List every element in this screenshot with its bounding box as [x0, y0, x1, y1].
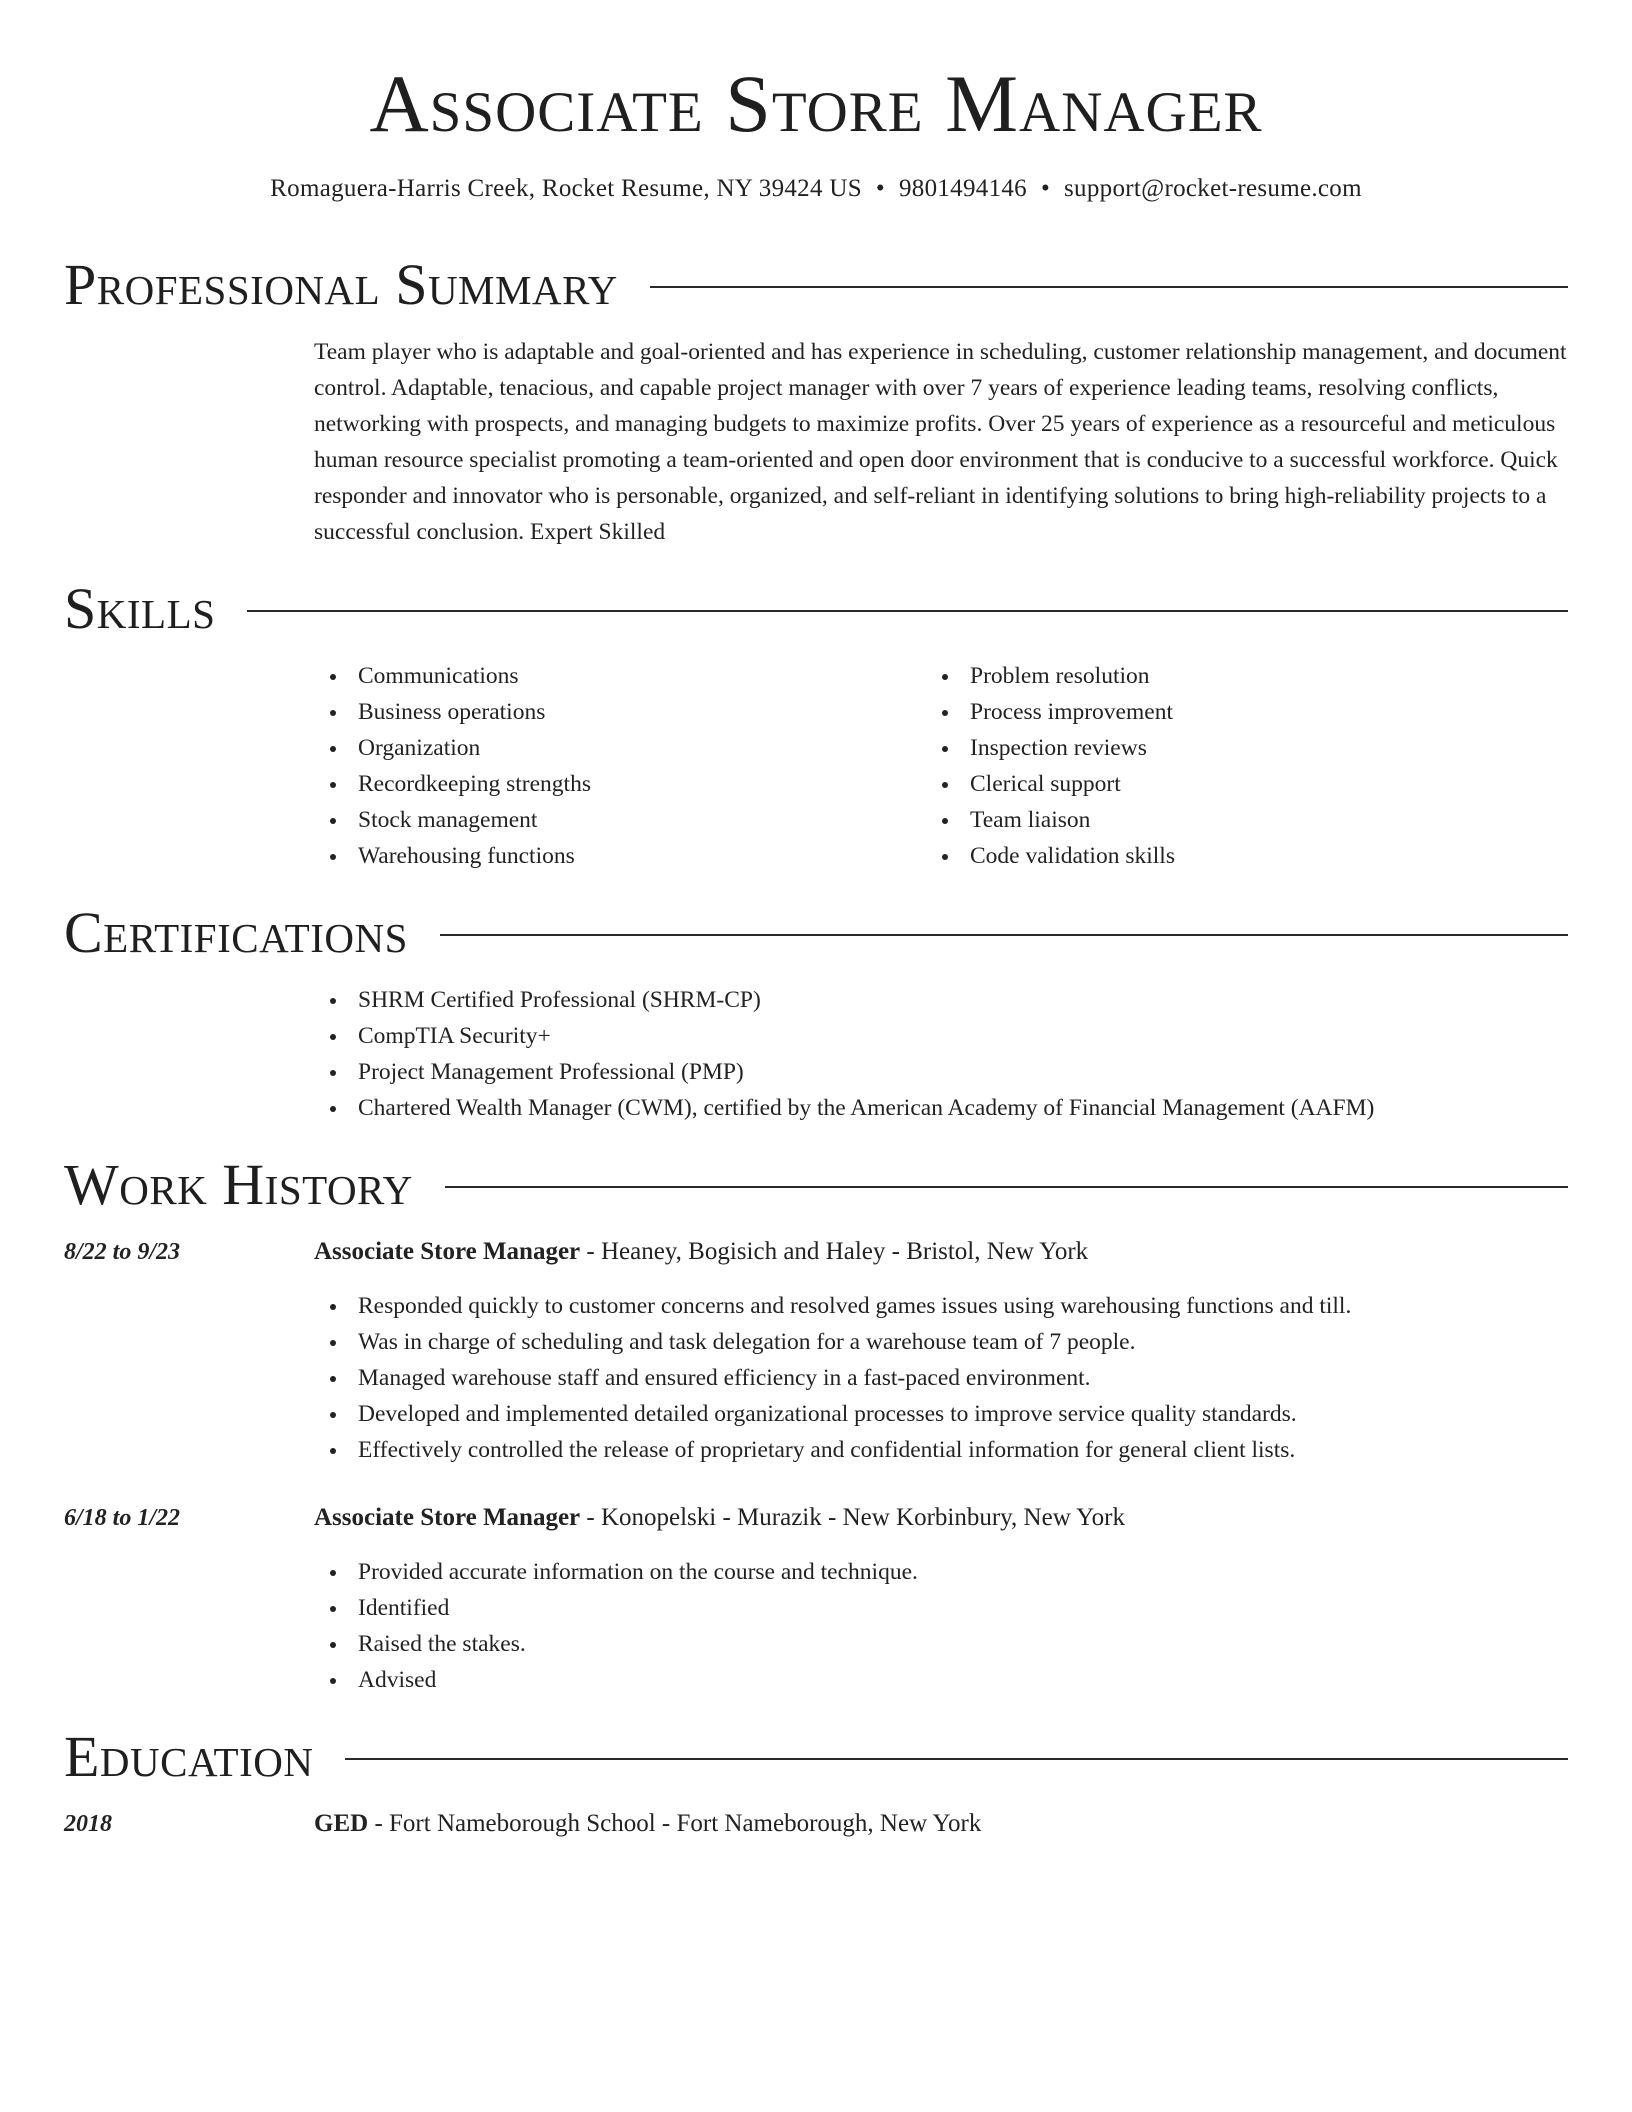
job-heading	[314, 1234, 1568, 1270]
section-divider	[440, 934, 1568, 936]
contact-address: Romaguera-Harris Creek, Rocket Resume, NY 39424 US	[270, 175, 862, 202]
job-title: Associate Store Manager	[314, 1238, 581, 1265]
skills-section-header	[64, 576, 1568, 642]
section-divider	[445, 1186, 1568, 1188]
job-bullets	[314, 1288, 1568, 1468]
contact-phone: 9801494146	[898, 175, 1027, 202]
education-degree: GED	[314, 1810, 369, 1837]
certification-item: SHRM Certified Professional (SHRM-CP)	[314, 982, 1568, 1018]
education-heading: Education	[64, 1724, 314, 1789]
skills-list	[314, 658, 1568, 878]
job-bullet: Was in charge of scheduling and task delegation for a warehouse team of 7 people.	[314, 1324, 1568, 1360]
education-entry	[314, 1806, 1568, 1842]
summary-section-header	[64, 252, 1568, 318]
contact-separator: •	[1040, 175, 1051, 202]
job-bullets	[314, 1554, 1568, 1698]
job-details: - Heaney, Bogisich and Haley - Bristol, New York	[580, 1238, 1089, 1265]
work-section-header	[64, 1152, 1568, 1218]
section-divider	[345, 1758, 1568, 1760]
job-bullet: Provided accurate information on the course and technique.	[314, 1554, 1568, 1590]
skill-item: Team liaison	[926, 802, 1175, 838]
certification-item: CompTIA Security+	[314, 1018, 1568, 1054]
section-divider	[247, 610, 1568, 612]
skill-item: Stock management	[314, 802, 591, 838]
certifications-section-header	[64, 900, 1568, 966]
job-bullet: Managed warehouse staff and ensured efficiency in a fast-paced environment.	[314, 1360, 1568, 1396]
skill-item: Process improvement	[926, 694, 1175, 730]
job-bullet: Responded quickly to customer concerns and resolved games issues using warehousing functions and till.	[314, 1288, 1568, 1324]
work-heading: Work History	[64, 1152, 413, 1217]
skill-item: Clerical support	[926, 766, 1175, 802]
skill-item: Inspection reviews	[926, 730, 1175, 766]
certifications-list	[314, 982, 1568, 1126]
job-bullet: Developed and implemented detailed organizational processes to improve service quality standards.	[314, 1396, 1568, 1432]
certifications-heading: Certifications	[64, 900, 408, 965]
summary-body	[314, 334, 1568, 550]
skills-column-left	[314, 658, 591, 874]
job-dates: 6/18 to 1/22	[64, 1505, 181, 1531]
skills-column-right	[926, 658, 1175, 874]
job-bullet: Effectively controlled the release of proprietary and confidential information for general client lists.	[314, 1432, 1568, 1468]
skills-heading: Skills	[64, 576, 216, 641]
resume-name: Associate Store Manager	[369, 58, 1263, 149]
summary-text: Team player who is adaptable and goal-oriented and has experience in scheduling, customer relationship management, and document control. Adaptable, tenacious, and capable project manager with over 7 years of experience leading teams, resolving conflicts, networking with prospects, and managing budgets to maximize profits. Over 25 years of experience as a resourceful and meticulous human resource specialist promoting a team-oriented and open door environment that is conducive to a successful workforce. Quick responder and innovator who is personable, organized, and self-reliant in identifying solutions to bring high-reliability projects to a successful conclusion. Expert Skilled	[314, 339, 1567, 545]
summary-heading: Professional Summary	[64, 252, 618, 317]
skill-item: Business operations	[314, 694, 591, 730]
education-section-header	[64, 1724, 1568, 1790]
contact-line	[0, 172, 1632, 206]
education-details: - Fort Nameborough School - Fort Nameborough, New York	[368, 1810, 982, 1837]
job-heading	[314, 1500, 1568, 1536]
job-title: Associate Store Manager	[314, 1504, 581, 1531]
job-bullet: Advised	[314, 1662, 1568, 1698]
contact-email[interactable]: support@rocket-resume.com	[1064, 175, 1362, 202]
skill-item: Communications	[314, 658, 591, 694]
contact-separator: •	[875, 175, 885, 202]
certification-item: Chartered Wealth Manager (CWM), certified by the American Academy of Financial Management (AAFM)	[314, 1090, 1568, 1126]
job-dates: 8/22 to 9/23	[64, 1239, 181, 1265]
skill-item: Warehousing functions	[314, 838, 591, 874]
skill-item: Recordkeeping strengths	[314, 766, 591, 802]
skill-item: Organization	[314, 730, 591, 766]
section-divider	[650, 286, 1568, 288]
education-year: 2018	[64, 1811, 112, 1837]
job-bullet: Identified	[314, 1590, 1568, 1626]
skill-item: Problem resolution	[926, 658, 1175, 694]
job-details: - Konopelski - Murazik - New Korbinbury, New York	[580, 1504, 1125, 1531]
job-bullet: Raised the stakes.	[314, 1626, 1568, 1662]
certification-item: Project Management Professional (PMP)	[314, 1054, 1568, 1090]
skill-item: Code validation skills	[926, 838, 1175, 874]
